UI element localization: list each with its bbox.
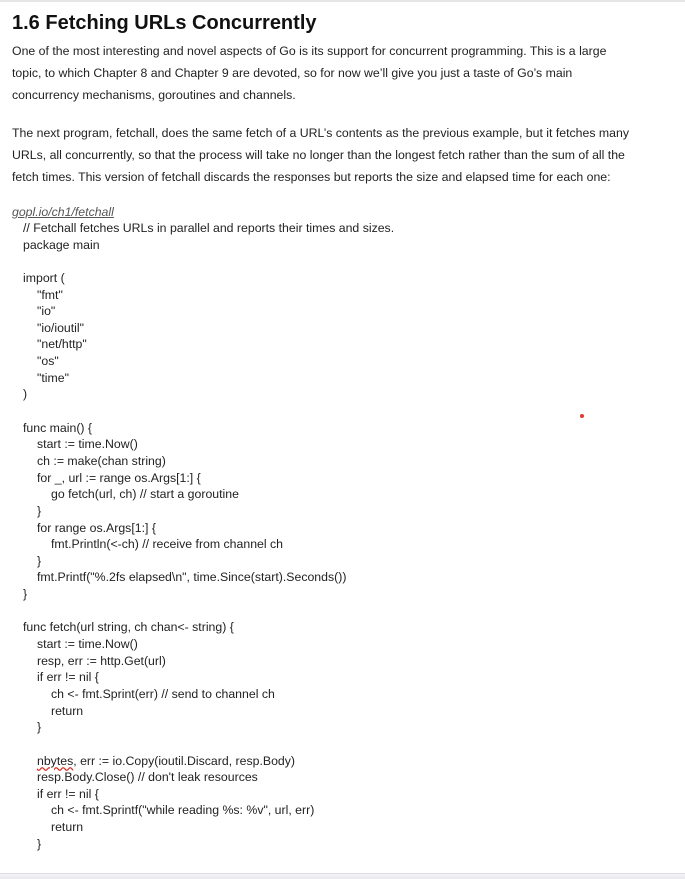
code-line: "fmt" <box>37 287 63 302</box>
code-line: func fetch(url string, ch chan<- string) { <box>23 620 234 635</box>
code-line: ) <box>23 387 28 402</box>
cursor-marker-dot <box>580 414 584 418</box>
code-line <box>23 753 634 770</box>
code-line-blank <box>23 736 634 753</box>
code-line: package main <box>23 237 100 252</box>
code-line: fmt.Println(<-ch) // receive from channel ch <box>51 537 284 552</box>
code-line-blank <box>23 253 634 270</box>
code-line: // Fetchall fetches URLs in parallel and reports their times and sizes. <box>23 221 395 235</box>
code-line: if err != nil { <box>37 670 99 685</box>
source-link[interactable]: gopl.io/ch1/fetchall <box>12 205 114 219</box>
code-line: } <box>37 503 42 518</box>
code-line: go fetch(url, ch) // start a goroutine <box>51 487 239 502</box>
code-line: start := time.Now() <box>37 637 138 652</box>
intro-paragraph: One of the most interesting and novel aspects of Go is its support for concurrent programming. This is a large topic, to which Chapter 8 and Chapter 9 are devoted, so for now we’ll give you just a taste of Go’s main concurrency mechanisms, goroutines and channels. <box>12 44 607 102</box>
code-line: } <box>23 587 28 602</box>
code-line: return <box>51 820 84 835</box>
code-line: "net/http" <box>37 337 87 352</box>
code-line-rest: , err := io.Copy(ioutil.Discard, resp.Body) <box>73 753 295 768</box>
code-line: } <box>37 836 42 851</box>
code-line: } <box>37 720 42 735</box>
code-line: func main() { <box>23 420 93 435</box>
code-line-blank <box>23 603 634 620</box>
bottom-scroll-edge <box>0 873 685 879</box>
code-line: ch <- fmt.Sprintf("while reading %s: %v", url, err) <box>51 803 315 818</box>
spellcheck-word[interactable]: nbytes <box>37 753 74 768</box>
document-page <box>12 10 634 852</box>
code-line: if err != nil { <box>37 786 99 801</box>
code-line: resp, err := http.Get(url) <box>37 653 166 668</box>
code-line: "os" <box>37 354 59 369</box>
code-line: import ( <box>23 270 65 285</box>
code-line: "io/ioutil" <box>37 320 85 335</box>
section-title: 1.6 Fetching URLs Concurrently <box>12 12 317 34</box>
code-line: start := time.Now() <box>37 437 138 452</box>
code-line: "io" <box>37 304 56 319</box>
code-line: ch := make(chan string) <box>37 453 166 468</box>
code-line: } <box>37 553 42 568</box>
code-line: for _, url := range os.Args[1:] { <box>37 470 201 485</box>
code-line: fmt.Printf("%.2fs elapsed\n", time.Since(start).Seconds()) <box>37 570 347 585</box>
top-divider <box>0 0 685 2</box>
code-line-blank <box>23 403 634 420</box>
code-line: return <box>51 703 84 718</box>
code-listing <box>23 220 634 852</box>
code-line: for range os.Args[1:] { <box>37 520 156 535</box>
code-line: resp.Body.Close() // don't leak resources <box>37 770 258 785</box>
fetchall-paragraph: The next program, fetchall, does the same fetch of a URL’s contents as the previous example, but it fetches many URLs, all concurrently, so that the process will take no longer than the longest fetch rather than the sum of all the fetch times. This version of fetchall discards the responses but reports the size and elapsed time for each one: <box>12 126 629 184</box>
code-line: ch <- fmt.Sprint(err) // send to channel ch <box>51 686 275 701</box>
code-line: "time" <box>37 370 69 385</box>
